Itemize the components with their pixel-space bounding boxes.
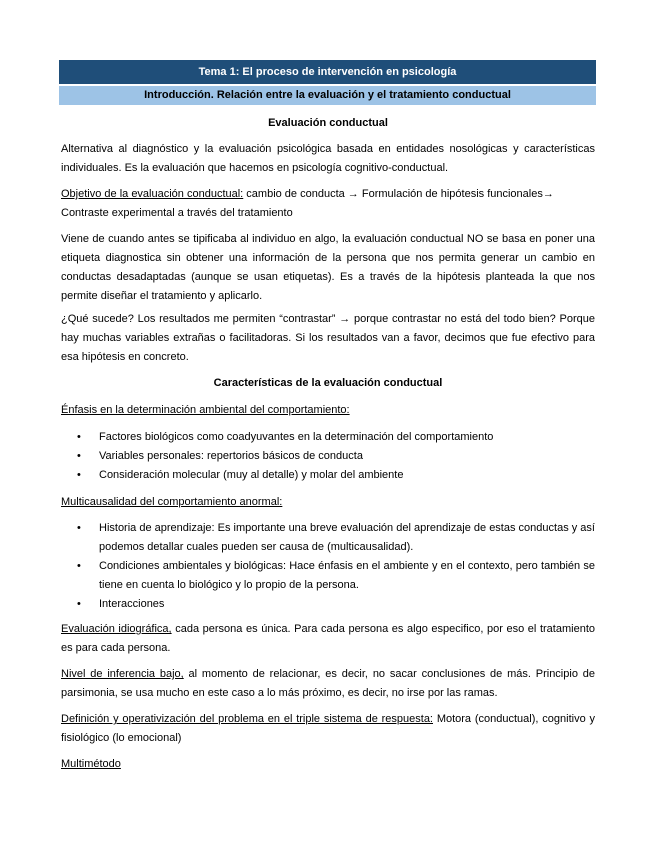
multicausalidad-list bbox=[61, 519, 595, 614]
heading-evaluacion-conductual: Evaluación conductual bbox=[268, 117, 388, 129]
paragraph-alternativa: Alternativa al diagnóstico y la evaluación psicológica basada en entidades nosológicas y características individuales. Es la evaluación que hacemos en psicología cognitivo-conductual. bbox=[61, 143, 595, 174]
bullet: • bbox=[77, 598, 81, 610]
bullet: • bbox=[77, 469, 81, 481]
definicion-label: Definición y operativización del problema en el triple sistema de respuesta: bbox=[61, 713, 433, 725]
nivel-label: Nivel de inferencia bajo, bbox=[61, 668, 184, 680]
paragraph-idiografica: Evaluación idiográfica, cada persona es única. Para cada persona es algo especifico, por eso el tratamiento es para cada persona. bbox=[61, 623, 595, 654]
paragraph-definicion: Definición y operativización del problema en el triple sistema de respuesta: Motora (conductual), cognitivo y fisiológico (lo emocional) bbox=[61, 713, 595, 744]
bullet: • bbox=[77, 560, 81, 572]
bullet: • bbox=[77, 522, 81, 534]
paragraph-viene: Viene de cuando antes se tipificaba al individuo en algo, la evaluación conductual NO se basa en poner una etiqueta diagnostica sin obtener una información de la persona que nos permita generar un cambio en conductas desadaptadas (aunque se usan etiquetas). Es a través de la hipótesis planteada la que nos permite diseñar el tratamiento y aplicarlo. bbox=[61, 233, 595, 302]
list-item: • Variables personales: repertorios básicos de conducta bbox=[61, 447, 595, 466]
objective-label: Objetivo de la evaluación conductual: bbox=[61, 188, 244, 200]
idiografica-label: Evaluación idiográfica, bbox=[61, 623, 172, 635]
paragraph-objetivo bbox=[61, 185, 595, 223]
heading-caracteristicas: Características de la evaluación conductual bbox=[213, 377, 443, 389]
list-item: • Factores biológicos como coadyuvantes en la determinación del comportamiento bbox=[61, 428, 595, 447]
list-item: • Interacciones bbox=[61, 595, 595, 614]
section-subtitle-bar: Introducción. Relación entre la evaluación y el tratamiento conductual bbox=[59, 86, 596, 105]
bullet: • bbox=[77, 450, 81, 462]
multimetodo-label: Multimétodo bbox=[61, 758, 121, 770]
emphasis-label: Énfasis en la determinación ambiental del comportamiento: bbox=[61, 404, 350, 416]
paragraph-que-sucede: ¿Qué sucede? Los resultados me permiten “contrastar” → porque contrastar no está del todo bien? Porque hay muchas variables extrañas o facilitadoras. Si los resultados van a favor, decimos que fue efectivo para esa hipótesis en concreto. bbox=[61, 313, 595, 363]
objective-text: cambio de conducta → Formulación de hipótesis funcionales→ Contraste experimental a través del tratamiento bbox=[61, 188, 554, 219]
emphasis-list bbox=[61, 428, 595, 485]
list-item: • Consideración molecular (muy al detalle) y molar del ambiente bbox=[61, 466, 595, 485]
bullet: • bbox=[77, 431, 81, 443]
multicausalidad-label: Multicausalidad del comportamiento anormal: bbox=[61, 496, 283, 508]
list-item: • Historia de aprendizaje: Es importante una breve evaluación del aprendizaje de estas conductas y así podemos detallar cuales pueden ser causa de (multicausalidad). bbox=[61, 519, 595, 557]
paragraph-nivel-inferencia: Nivel de inferencia bajo, al momento de relacionar, es decir, no sacar conclusiones de más. Principio de parsimonia, se usa mucho en este caso a lo más próximo, es decir, no irse por las ramas. bbox=[61, 668, 595, 699]
list-item: • Condiciones ambientales y biológicas: Hace énfasis en el ambiente y en el contexto, pero también se tiene en cuenta lo biológico y lo propio de la persona. bbox=[61, 557, 595, 595]
topic-title-bar: Tema 1: El proceso de intervención en psicología bbox=[59, 60, 596, 84]
